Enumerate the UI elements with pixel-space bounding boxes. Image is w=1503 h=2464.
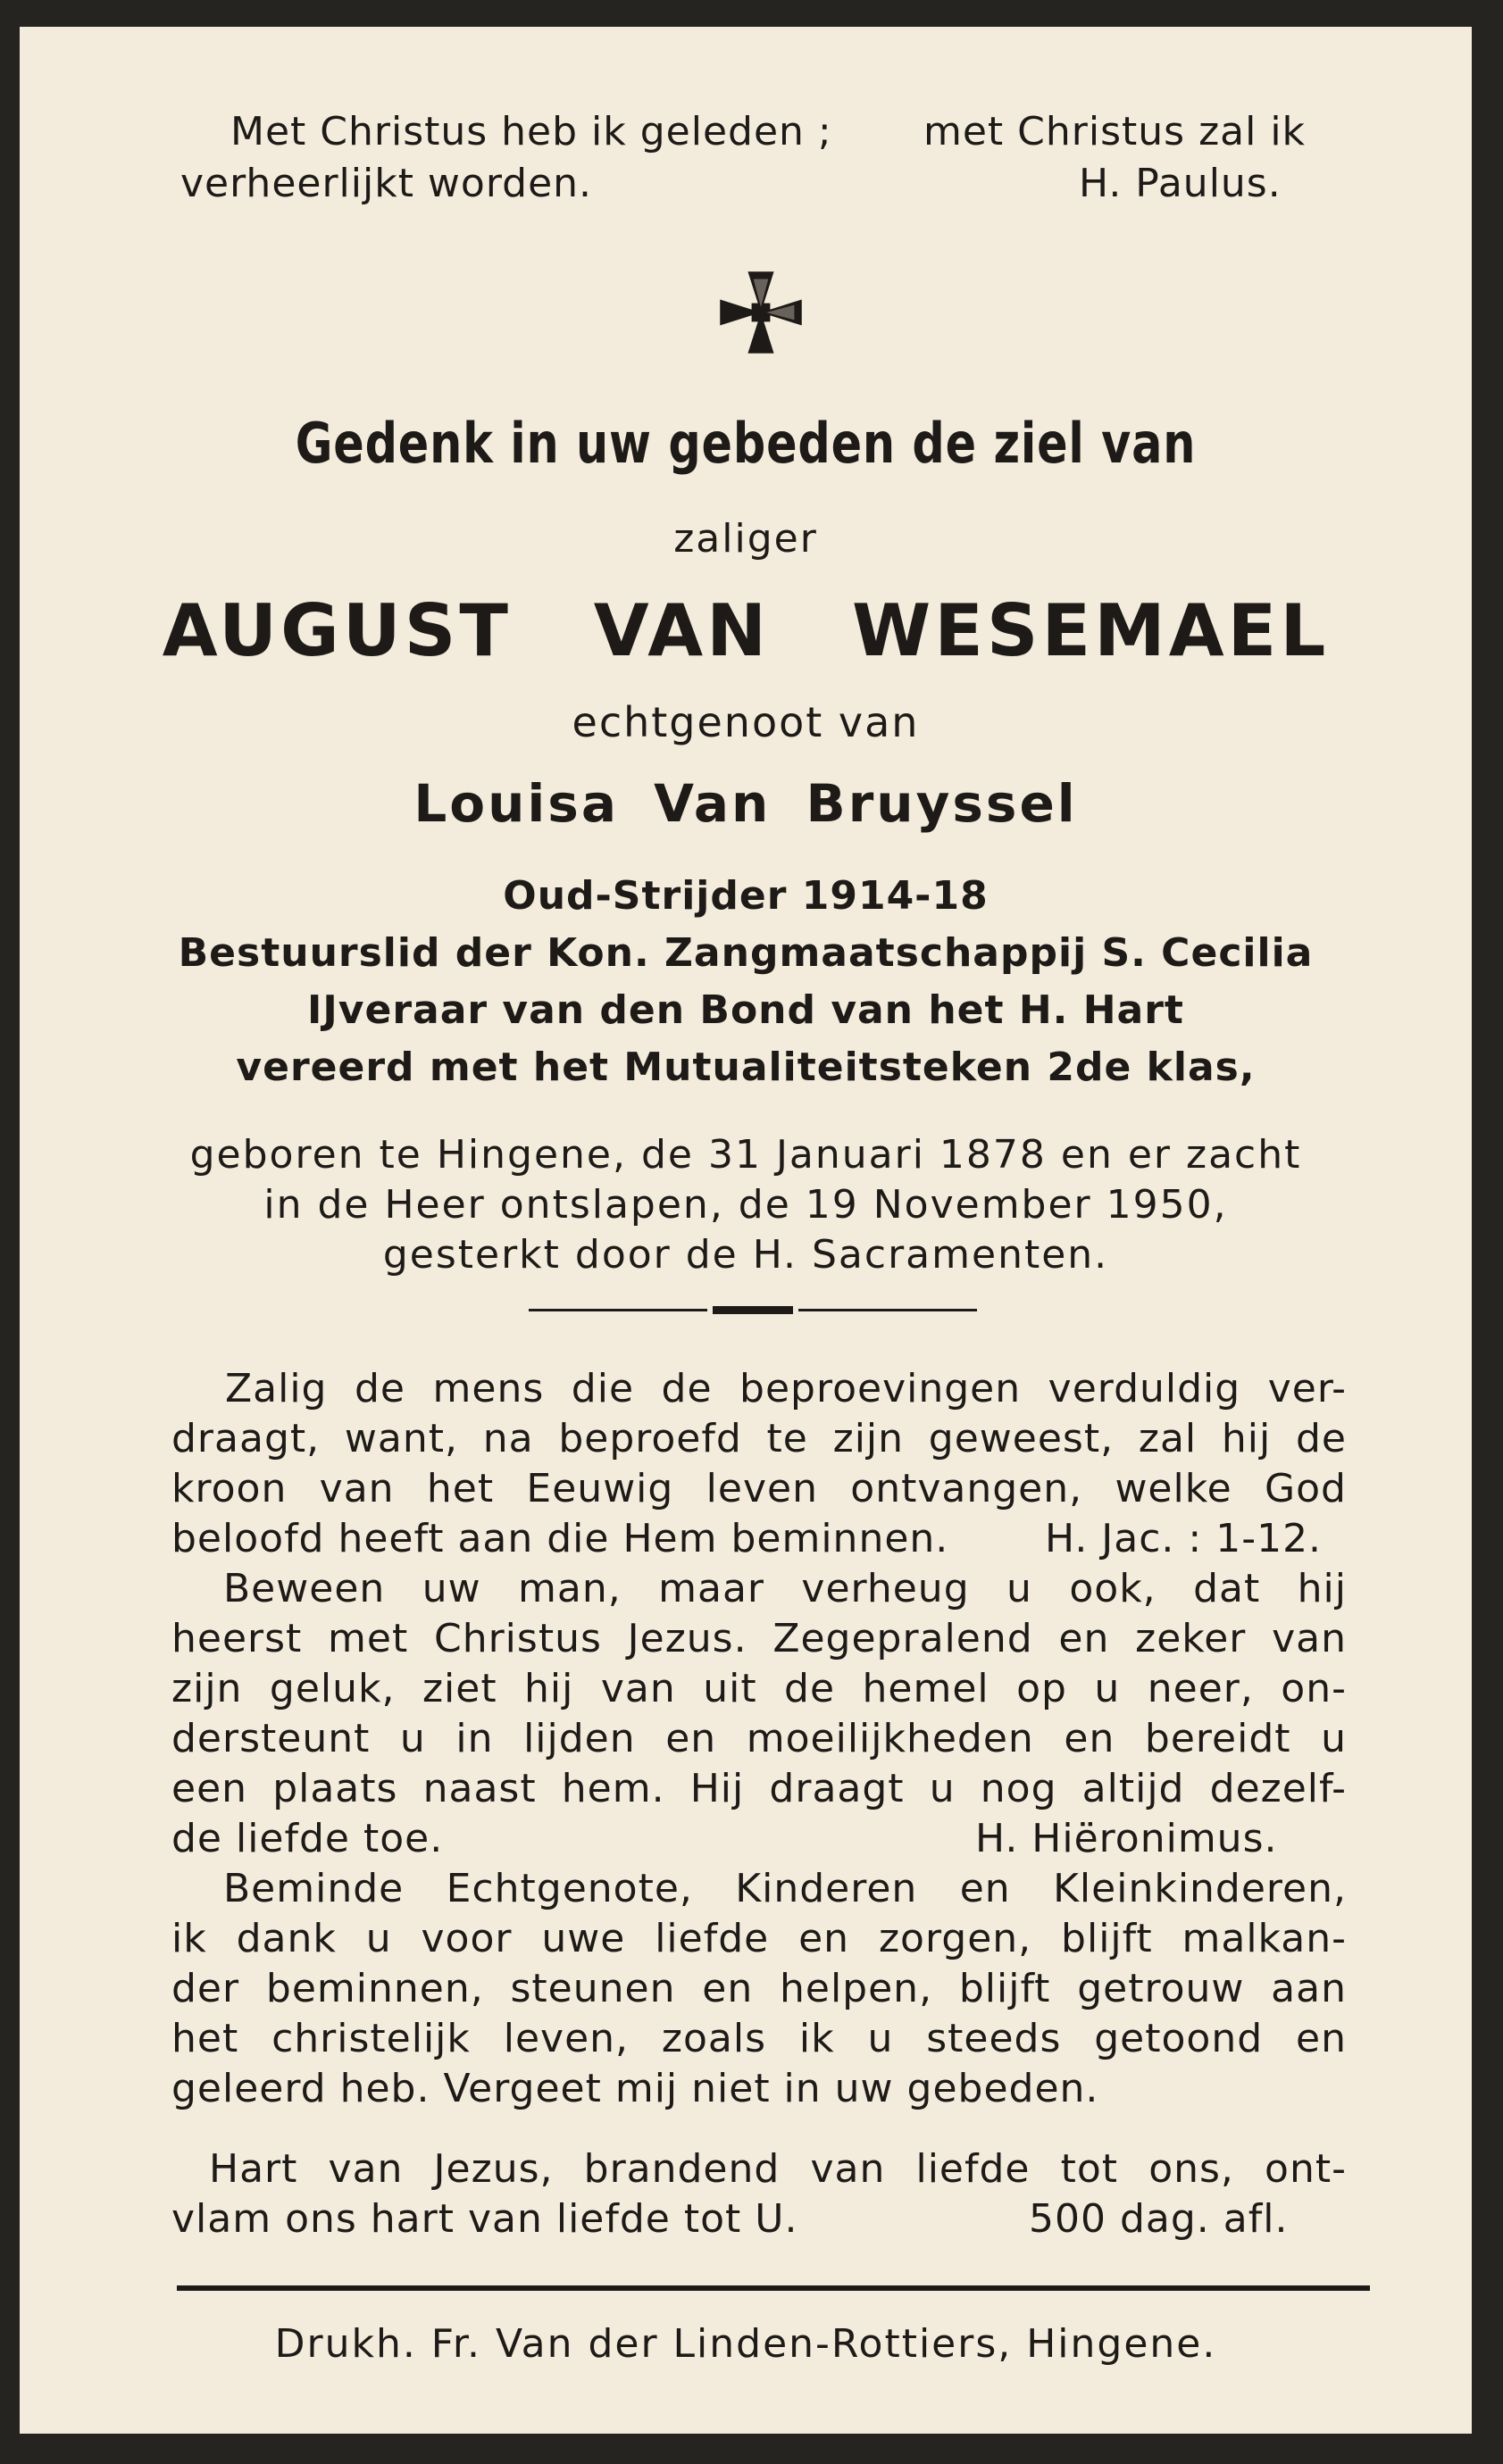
scripture-line: draagt, want, na beproefd te zijn geweest, zal hij de — [171, 1416, 1347, 1461]
epigraph-line1-right: met Christus zal ik — [923, 109, 1307, 154]
epigraph-line2-left: verheerlijkt worden. — [180, 161, 593, 206]
prayer-line: Hart van Jezus, brandend van liefde tot ons, ont- — [209, 2146, 1347, 2192]
prayer-line: vlam ons hart van liefde tot U. — [171, 2196, 798, 2242]
bio-line: gesterkt door de H. Sacramenten. — [382, 1232, 1109, 1278]
farewell-line: Beminde Echtgenote, Kinderen en Kleinkinderen, — [223, 1866, 1347, 1911]
cross-pattee-icon — [714, 266, 807, 359]
memorial-card — [20, 27, 1472, 2434]
scripture-line: kroon van het Eeuwig leven ontvangen, welke God — [171, 1466, 1347, 1511]
scripture-line: de liefde toe. — [171, 1816, 444, 1861]
bio-line: geboren te Hingene, de 31 Januari 1878 en er zacht — [189, 1132, 1302, 1178]
epigraph-line1-left: Met Christus heb ik geleden ; — [230, 109, 832, 154]
scripture-line: zijn geluk, ziet hij van uit de hemel op u neer, on- — [171, 1666, 1347, 1711]
farewell-line: der beminnen, steunen en helpen, blijft getrouw aan — [171, 1966, 1347, 2011]
title-line: IJveraar van den Bond van het H. Hart — [307, 987, 1184, 1033]
epigraph-attribution: H. Paulus. — [1079, 161, 1282, 206]
deceased-name: AUGUST VAN WESEMAEL — [162, 589, 1330, 672]
spouse-name: Louisa Van Bruyssel — [413, 773, 1078, 834]
scripture-citation: H. Jac. : 1-12. — [1045, 1516, 1323, 1561]
scripture-line: beloofd heeft aan die Hem beminnen. — [171, 1516, 949, 1561]
prayer-indulgence: 500 dag. afl. — [1029, 2196, 1289, 2242]
scripture-citation: H. Hiëronimus. — [975, 1816, 1278, 1861]
divider-left — [529, 1309, 707, 1311]
bio-line: in de Heer ontslapen, de 19 November 1950, — [263, 1182, 1228, 1228]
divider-center — [713, 1306, 793, 1314]
bottom-rule — [177, 2285, 1370, 2291]
farewell-line: het christelijk leven, zoals ik u steeds getoond en — [171, 2016, 1347, 2061]
title-line: Bestuurslid der Kon. Zangmaatschappij S. Cecilia — [178, 930, 1314, 976]
zaliger-label: zaliger — [673, 516, 818, 562]
farewell-line: ik dank u voor uwe liefde en zorgen, blijft malkan- — [171, 1916, 1347, 1961]
scripture-line: dersteunt u in lijden en moeilijkheden en bereidt u — [171, 1716, 1347, 1761]
scripture-line: een plaats naast hem. Hij draagt u nog altijd dezelf- — [171, 1766, 1347, 1811]
title-line: vereerd met het Mutualiteitsteken 2de klas, — [236, 1045, 1256, 1090]
scripture-line: heerst met Christus Jezus. Zegepralend en zeker van — [171, 1616, 1347, 1661]
scripture-line: Beween uw man, maar verheug u ook, dat hij — [223, 1566, 1347, 1611]
scripture-line: Zalig de mens die de beproevingen verduldig ver- — [225, 1366, 1347, 1411]
farewell-line: geleerd heb. Vergeet mij niet in uw gebeden. — [171, 2066, 1099, 2111]
printer-credit: Drukh. Fr. Van der Linden-Rottiers, Hingene. — [274, 2321, 1217, 2367]
heading: Gedenk in uw gebeden de ziel van — [295, 411, 1197, 476]
spouse-intro: echtgenoot van — [572, 698, 920, 746]
title-line: Oud-Strijder 1914-18 — [503, 873, 989, 919]
divider-right — [798, 1309, 977, 1311]
